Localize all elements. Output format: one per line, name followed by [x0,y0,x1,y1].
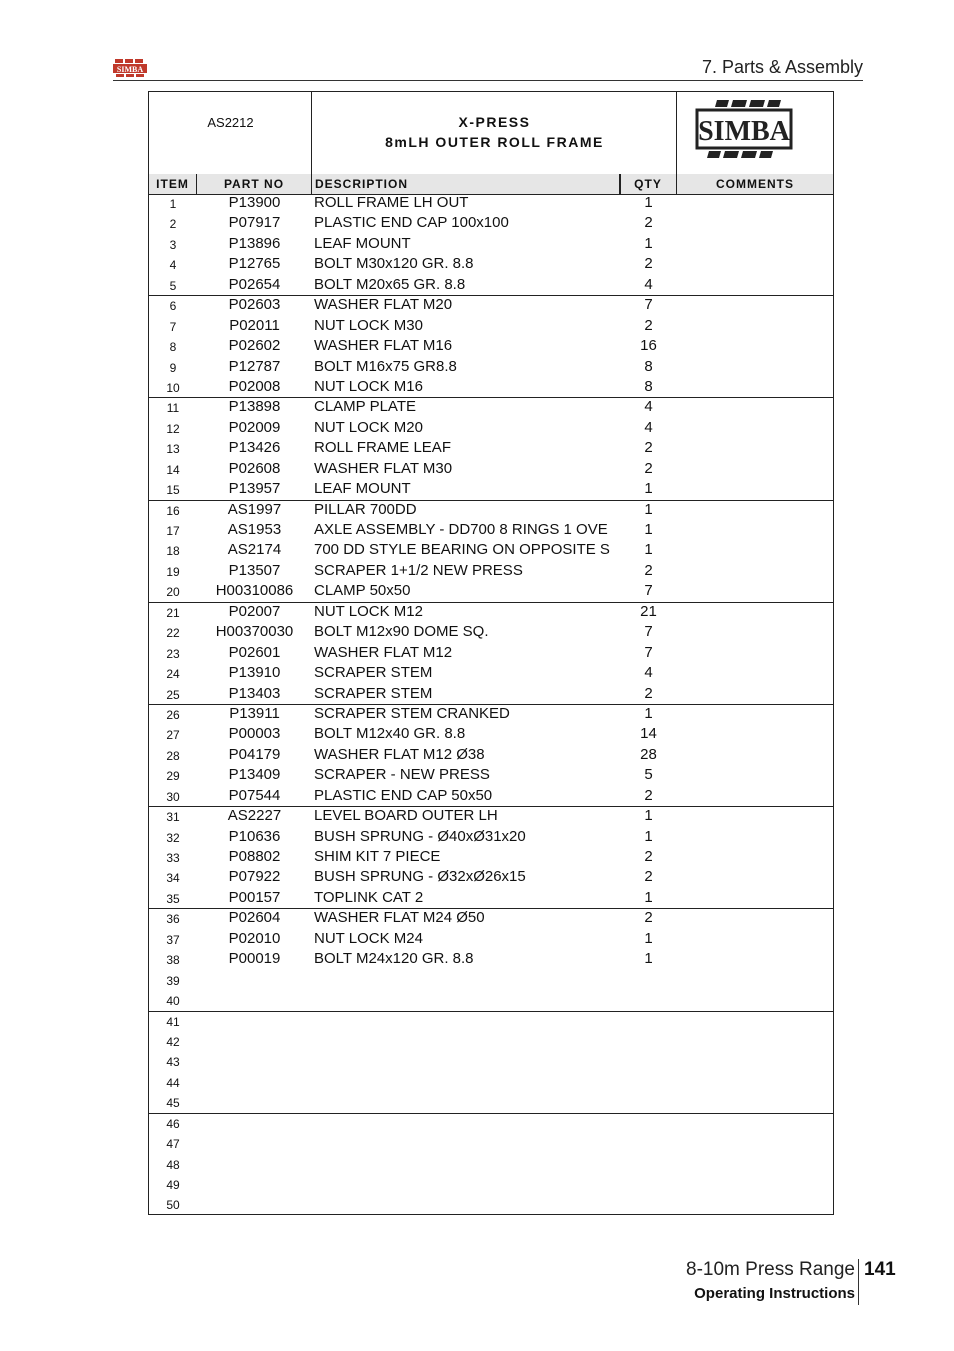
table-row [149,501,833,521]
section-title: 7. Parts & Assembly [701,57,863,77]
item-number: 20 [166,585,180,600]
part-number: P02011 [229,316,280,334]
quantity: 2 [644,439,653,457]
table-row [149,1012,833,1032]
item-number: 6 [169,299,177,314]
part-number: P13409 [228,766,281,784]
table-row [149,664,833,684]
description: LEAF MOUNT [314,234,411,252]
description: BOLT M16x75 GR8.8 [314,357,457,375]
item-number: 14 [166,462,180,477]
svg-text:SIMBA: SIMBA [116,65,144,74]
item-number: 19 [166,564,180,579]
description: TOPLINK CAT 2 [314,888,424,906]
description: NUT LOCK M20 [314,418,423,436]
description: WASHER FLAT M20 [314,296,453,314]
item-number: 46 [166,1116,180,1131]
item-number: 3 [169,237,177,252]
item-number: 32 [166,830,180,845]
table-row [149,644,833,664]
table-row [149,439,833,459]
description: NUT LOCK M30 [314,316,423,334]
table-row [149,807,833,827]
table-row [149,1175,833,1195]
description: NUT LOCK M24 [314,929,423,947]
item-number: 22 [166,626,180,641]
item-number: 40 [166,994,180,1009]
table-row [149,378,833,398]
description: AXLE ASSEMBLY - DD700 8 RINGS 1 OVE [314,521,608,538]
item-number: 47 [166,1137,180,1152]
quantity: 28 [640,745,657,763]
simba-logo-small [113,58,147,78]
table-row [149,1155,833,1175]
parts-table-body [149,194,833,1216]
table-row [149,337,833,357]
part-number: P13507 [228,561,281,579]
table-row [149,685,833,705]
item-number: 17 [166,524,180,538]
part-number: P07922 [228,868,281,886]
description: NUT LOCK M16 [314,377,423,395]
table-row [149,358,833,378]
quantity: 1 [644,888,653,906]
part-number: P02654 [228,275,281,293]
quantity: 1 [644,807,653,825]
item-number: 30 [166,789,180,804]
title-cell [312,92,677,174]
part-number: P12787 [228,357,281,375]
quantity: 5 [644,766,653,784]
table-row [149,419,833,439]
description: SCRAPER STEM [314,684,433,702]
part-number: P02608 [228,459,281,477]
quantity: 1 [644,827,653,845]
footer-divider [858,1259,859,1305]
item-number: 24 [166,667,180,682]
description: BOLT M30x120 GR. 8.8 [314,255,474,273]
part-number: H00310086 [215,582,294,600]
title-block [149,92,833,175]
table-row [149,623,833,643]
footer-product-range: 8-10m Press Range [686,1259,855,1280]
column-header-qty: QTY [620,174,677,194]
part-number: P08802 [228,848,281,865]
table-row [149,828,833,848]
item-number: 11 [166,401,180,416]
item-number: 29 [166,769,180,784]
table-row [149,541,833,561]
table-row [149,705,833,725]
description: WASHER FLAT M16 [314,337,453,355]
quantity: 1 [644,950,653,968]
quantity: 7 [644,296,653,314]
item-number: 45 [166,1096,180,1111]
description: ROLL FRAME LEAF [314,439,451,457]
table-row [149,930,833,950]
table-row [149,1052,833,1072]
description: BOLT M12x90 DOME SQ. [314,623,489,641]
item-number: 37 [166,932,180,947]
part-number: AS1997 [227,500,282,518]
table-row [149,276,833,296]
item-number: 34 [166,871,180,886]
description: BOLT M24x120 GR. 8.8 [314,950,474,968]
table-row [149,235,833,255]
item-number: 8 [169,340,177,355]
table-row [149,1134,833,1154]
description: WASHER FLAT M30 [314,459,453,477]
table-row [149,766,833,786]
table-row [149,1032,833,1052]
description: BOLT M12x40 GR. 8.8 [314,725,466,743]
description: CLAMP 50x50 [314,582,411,600]
table-row [149,296,833,316]
item-number: 39 [166,973,180,988]
part-number: P07917 [228,214,281,232]
table-row [149,991,833,1011]
table-row [149,214,833,234]
table-row [149,582,833,602]
quantity: 1 [644,704,653,722]
table-row [149,889,833,909]
table-row [149,317,833,337]
item-number: 25 [166,687,180,702]
part-number: AS2227 [227,807,282,825]
part-number: P04179 [228,745,281,763]
table-row [149,787,833,807]
quantity: 2 [644,684,653,702]
quantity: 2 [644,848,653,865]
description: BUSH SPRUNG - Ø40xØ31x20 [314,827,526,845]
item-number: 26 [166,707,180,722]
item-number: 50 [166,1198,180,1213]
quantity: 21 [640,602,657,620]
part-number: P00003 [228,725,281,743]
item-number: 1 [169,197,177,211]
item-number: 42 [166,1034,180,1049]
description: ROLL FRAME LH OUT [314,194,469,211]
description: WASHER FLAT M24 Ø50 [314,909,485,927]
part-number: P02604 [228,909,281,927]
part-number: P13957 [228,480,281,498]
item-number: 27 [166,728,180,743]
item-number: 16 [166,503,180,518]
description: SCRAPER - NEW PRESS [314,766,490,784]
description: BOLT M20x65 GR. 8.8 [314,275,466,293]
quantity: 8 [644,357,653,375]
quantity: 2 [644,786,653,804]
quantity: 2 [644,316,653,334]
part-number: P02008 [228,377,281,395]
item-number: 33 [166,851,180,865]
item-number: 7 [169,319,177,334]
part-number: P10636 [228,827,281,845]
quantity: 7 [644,643,653,661]
item-number: 48 [166,1157,180,1172]
item-number: 23 [166,646,180,661]
assembly-title: 8mLH OUTER ROLL FRAME [385,134,604,150]
product-title: X-PRESS [458,114,531,130]
part-number: P07544 [228,786,281,804]
table-row [149,398,833,418]
part-number: AS1953 [227,521,282,538]
item-number: 38 [166,953,180,968]
table-row [149,194,833,214]
item-number: 28 [166,748,180,763]
description: WASHER FLAT M12 Ø38 [314,745,485,763]
part-number: P00157 [228,888,281,906]
table-row [149,1093,833,1113]
quantity: 2 [644,868,653,886]
column-header-item: ITEM [149,174,197,194]
svg-text:SIMBA: SIMBA [698,116,790,147]
quantity: 2 [644,214,653,232]
quantity: 7 [644,623,653,641]
item-number: 13 [166,442,180,457]
table-row [149,480,833,500]
description: PILLAR 700DD [314,500,417,518]
table-row [149,746,833,766]
quantity: 2 [644,255,653,273]
item-number: 18 [166,544,180,559]
part-number: P13900 [228,194,281,211]
assembly-cell [149,92,312,174]
quantity: 14 [640,725,657,743]
table-row [149,725,833,745]
description: NUT LOCK M12 [314,602,423,620]
table-row [149,848,833,868]
column-header-part-no: PART NO [197,174,312,194]
item-number: 36 [166,912,180,927]
quantity: 7 [644,582,653,600]
description: LEVEL BOARD OUTER LH [314,807,498,825]
item-number: 41 [166,1014,180,1029]
description: PLASTIC END CAP 50x50 [314,786,493,804]
part-number: P12765 [228,255,281,273]
quantity: 4 [644,398,653,416]
item-number: 44 [166,1075,180,1090]
description: LEAF MOUNT [314,480,411,498]
table-row [149,460,833,480]
table-row [149,950,833,970]
quantity: 1 [644,480,653,498]
item-number: 5 [169,278,177,293]
part-number: P02007 [228,602,281,620]
description: WASHER FLAT M12 [314,643,453,661]
quantity: 1 [644,500,653,518]
parts-sheet [148,91,834,1215]
quantity: 1 [644,541,653,559]
table-row [149,562,833,582]
quantity: 2 [644,561,653,579]
part-number: P13896 [228,234,281,252]
part-number: P13426 [228,439,281,457]
description: 700 DD STYLE BEARING ON OPPOSITE S [314,541,610,559]
quantity: 4 [644,418,653,436]
description: SCRAPER STEM CRANKED [314,704,510,722]
item-number: 12 [166,421,180,436]
item-number: 4 [169,258,177,273]
quantity: 8 [644,377,653,395]
description: SCRAPER STEM [314,664,433,682]
table-row [149,1073,833,1093]
table-row [149,1114,833,1134]
table-row [149,909,833,929]
quantity: 16 [640,337,657,355]
column-header-row [149,174,833,195]
part-number: P02010 [228,929,281,947]
page-number: 141 [864,1259,896,1280]
item-number: 21 [166,605,180,620]
item-number: 9 [169,360,177,375]
item-number: 31 [166,810,180,825]
table-row [149,603,833,623]
quantity: 1 [644,234,653,252]
part-number: P02603 [228,296,281,314]
quantity: 4 [644,275,653,293]
part-number: AS2174 [227,541,282,559]
table-row [149,1195,833,1215]
quantity: 2 [644,459,653,477]
item-number: 35 [166,891,180,906]
item-number: 2 [169,217,177,232]
part-number: P13898 [228,398,281,416]
table-row [149,971,833,991]
table-row [149,521,833,541]
description: PLASTIC END CAP 100x100 [314,214,509,232]
description: SHIM KIT 7 PIECE [314,848,441,865]
part-number: P13911 [229,704,280,722]
item-number: 15 [166,483,180,498]
part-number: P02009 [228,418,281,436]
column-header-comments: COMMENTS [716,177,794,191]
table-row [149,255,833,275]
quantity: 1 [644,194,653,211]
part-number: P02602 [228,337,281,355]
table-row [149,868,833,888]
quantity: 4 [644,664,653,682]
part-number: H00370030 [215,623,294,641]
item-number: 43 [166,1055,180,1070]
assembly-number: AS2212 [207,115,254,130]
description: BUSH SPRUNG - Ø32xØ26x15 [314,868,526,886]
footer-subtitle: Operating Instructions [694,1285,855,1302]
column-header-description: DESCRIPTION [312,174,620,194]
part-number: P13910 [228,664,281,682]
item-number: 10 [166,380,180,395]
simba-logo [695,98,793,162]
header-rule [113,80,863,81]
description: CLAMP PLATE [314,398,416,416]
logo-cell [677,92,833,174]
part-number: P02601 [228,643,281,661]
part-number: P13403 [228,684,281,702]
quantity: 1 [644,521,653,538]
quantity: 1 [644,929,653,947]
quantity: 2 [644,909,653,927]
description: SCRAPER 1+1/2 NEW PRESS [314,561,523,579]
item-number: 49 [166,1178,180,1192]
part-number: P00019 [228,950,281,968]
